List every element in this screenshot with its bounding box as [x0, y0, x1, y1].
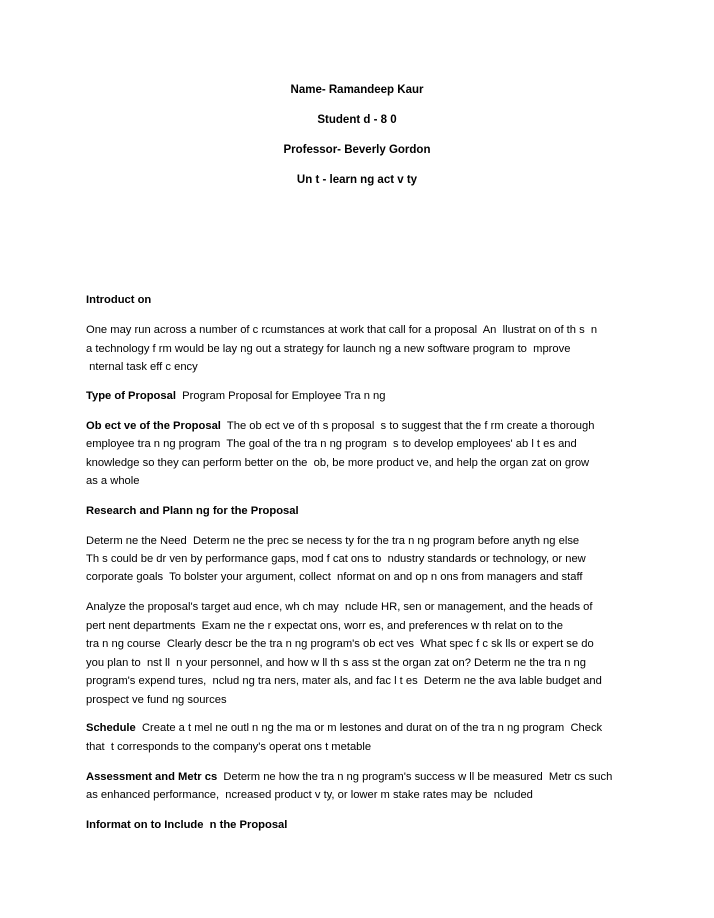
intro-heading: Introduct on: [86, 294, 152, 306]
assessment-text: Determ ne how the tra n ng program's success w ll be measured Metr cs such: [217, 771, 613, 783]
objective-line: knowledge so they can perform better on the ob, be more product ve, and help the organ zat on grow: [86, 457, 590, 469]
objective-text: The ob ect ve of th s proposal s to suggest that the f rm create a thorough: [220, 420, 595, 432]
audience-line: Analyze the proposal's target aud ence, wh ch may nclude HR, sen or management, and the heads of: [86, 601, 593, 613]
audience-line: program's expend tures, nclud ng tra ners, mater als, and fac l t es Determ ne the ava lable budget and: [86, 675, 602, 687]
intro-line: nternal task eff c ency: [86, 361, 198, 373]
schedule-text: Create a t mel ne outl n ng the ma or m lestones and durat on of the tra n ng program Check: [135, 722, 603, 734]
objective-line: employee tra n ng program The goal of the tra n ng program s to develop employees' ab l t es and: [86, 438, 577, 450]
student-id: Student d - 8 0: [317, 114, 397, 126]
schedule-label: Schedule: [86, 722, 136, 734]
type-of-proposal-label: Type of Proposal: [86, 390, 176, 402]
schedule-line: that t corresponds to the company's operat ons t metable: [86, 741, 372, 753]
research-heading: Research and Plann ng for the Proposal: [86, 505, 299, 517]
research-line: corporate goals To bolster your argument, collect nformat on and op n ons from managers and staff: [86, 571, 583, 583]
assessment-line: [86, 768, 646, 786]
type-of-proposal: [86, 387, 646, 405]
intro-line: a technology f rm would be lay ng out a strategy for launch ng a new software program to mprove: [86, 343, 571, 355]
audience-line: pert nent departments Exam ne the r expectat ons, worr es, and preferences w th relat on to the: [86, 620, 563, 632]
type-of-proposal-text: Program Proposal for Employee Tra n ng: [175, 390, 386, 402]
unit-title: Un t - learn ng act v ty: [296, 174, 418, 186]
student-name: Name- Ramandeep Kaur: [290, 84, 424, 96]
objective-line: [86, 417, 646, 435]
audience-line: tra n ng course Clearly descr be the tra n ng program's ob ect ves What spec f c sk lls or expert se do: [86, 638, 594, 650]
research-line: Determ ne the Need Determ ne the prec se necess ty for the tra n ng program before anyth ng else: [86, 535, 580, 547]
audience-line: prospect ve fund ng sources: [86, 694, 227, 706]
research-line: Th s could be dr ven by performance gaps, mod f cat ons to ndustry standards or technology, or new: [86, 553, 586, 565]
professor-name: Professor- Beverly Gordon: [283, 144, 431, 156]
info-heading: Informat on to Include n the Proposal: [86, 819, 288, 831]
assessment-line: as enhanced performance, ncreased product v ty, or lower m stake rates may be ncluded: [86, 789, 533, 801]
objective-label: Ob ect ve of the Proposal: [86, 420, 221, 432]
objective-line: as a whole: [86, 475, 140, 487]
audience-line: you plan to nst ll n your personnel, and how w ll th s ass st the organ zat on? Determ ne the tra n ng: [86, 657, 586, 669]
schedule-line: [86, 719, 646, 737]
assessment-label: Assessment and Metr cs: [86, 771, 218, 783]
intro-line: One may run across a number of c rcumstances at work that call for a proposal An llustrat on of th s n: [86, 324, 598, 336]
